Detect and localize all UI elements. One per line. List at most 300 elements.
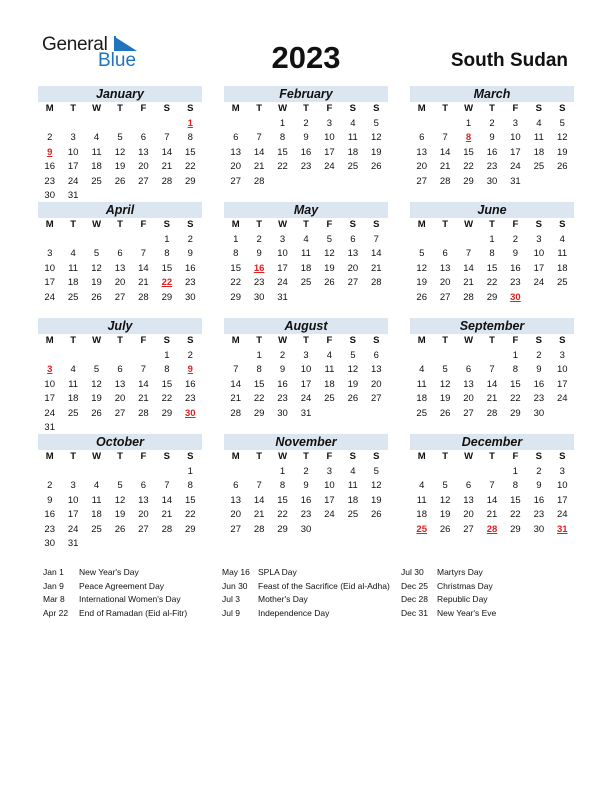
empty-cell <box>38 465 61 480</box>
day-cell: 22 <box>277 509 288 520</box>
weekday-label: M <box>417 103 426 114</box>
day-cell: 7 <box>465 248 472 259</box>
weekday-label: F <box>512 219 519 230</box>
day-cell: 16 <box>184 378 196 390</box>
day-cell: 13 <box>114 378 126 390</box>
month-header: June <box>410 202 574 218</box>
weekday-label: M <box>231 335 240 346</box>
holiday-date: Jul 9 <box>222 607 240 618</box>
weekday-label: S <box>535 335 543 346</box>
weekday-label: T <box>303 335 309 346</box>
day-cell: 20 <box>230 509 241 520</box>
day-cell: 7 <box>489 480 495 491</box>
day-cell: 5 <box>93 248 100 259</box>
day-cell: 28 <box>138 407 149 419</box>
day-cell: 16 <box>533 494 545 506</box>
month-january <box>38 86 202 204</box>
day-cell: 4 <box>93 480 100 491</box>
day-cell: 12 <box>439 494 451 506</box>
day-cell: 15 <box>253 378 265 390</box>
day-cell: 30 <box>300 523 312 535</box>
day-cell: 29 <box>161 291 173 303</box>
logo-blue-text: Blue <box>98 50 137 71</box>
day-cell: 21 <box>138 393 149 404</box>
weekday-label: W <box>278 219 288 230</box>
day-cell: 22 <box>486 277 498 288</box>
day-cell: 16 <box>277 378 288 390</box>
day-cell: 19 <box>439 393 451 404</box>
day-cell: 17 <box>324 146 335 158</box>
day-cell: 9 <box>256 248 262 259</box>
empty-cell <box>85 349 108 364</box>
day-cell: 6 <box>140 480 147 491</box>
day-cell: 18 <box>67 277 79 288</box>
day-cell: 28 <box>439 175 451 187</box>
weekday-label: T <box>256 219 263 230</box>
empty-cell <box>480 465 503 480</box>
day-cell: 10 <box>300 364 312 375</box>
day-cell: 21 <box>486 393 498 404</box>
day-cell: 5 <box>93 364 100 375</box>
day-cell: 14 <box>486 378 498 390</box>
day-cell: 26 <box>91 291 102 303</box>
day-cell: 1 <box>512 465 519 477</box>
weekday-label: S <box>163 335 171 346</box>
weekday-label: M <box>231 219 240 230</box>
weekday-label: M <box>231 103 240 114</box>
weekday-label: S <box>535 103 543 114</box>
weekday-label: W <box>92 451 102 462</box>
weekday-label: S <box>535 451 543 462</box>
day-cell: 19 <box>370 146 382 158</box>
day-cell: 26 <box>416 291 427 303</box>
day-cell: 31 <box>510 175 521 187</box>
day-cell: 24 <box>44 407 55 419</box>
day-cell: 3 <box>303 349 309 361</box>
day-cell: 2 <box>47 132 53 143</box>
weekday-label: F <box>512 103 519 114</box>
day-cell: 12 <box>114 146 126 158</box>
day-cell: 4 <box>70 248 76 259</box>
weekday-label: S <box>349 335 357 346</box>
day-cell: 24 <box>67 523 79 535</box>
empty-cell <box>108 117 131 132</box>
day-cell: 26 <box>114 523 126 535</box>
day-cell: 30 <box>486 175 498 187</box>
day-cell: 28 <box>463 291 474 303</box>
day-cell: 9 <box>187 248 193 259</box>
day-cell: 16 <box>486 146 498 158</box>
weekday-label: S <box>187 335 194 346</box>
day-cell: 6 <box>419 132 425 143</box>
day-cell: 21 <box>230 393 241 404</box>
day-cell: 14 <box>370 248 382 259</box>
empty-cell <box>410 349 433 364</box>
day-cell: 2 <box>303 465 309 477</box>
weekday-label: T <box>70 103 77 114</box>
day-cell: 4 <box>419 480 425 491</box>
legend-item <box>401 593 496 607</box>
day-cell: 7 <box>164 480 170 491</box>
legend-item <box>401 580 496 594</box>
weekday-label: F <box>140 335 147 346</box>
day-cell: 30 <box>44 538 55 549</box>
day-cell: 22 <box>253 393 265 404</box>
weekday-label: W <box>464 103 474 114</box>
day-cell: 26 <box>556 161 568 172</box>
weekday-label: S <box>559 451 566 462</box>
day-cell: 21 <box>370 262 382 274</box>
day-cell: 3 <box>559 465 565 477</box>
day-cell: 17 <box>510 146 521 158</box>
legend-item <box>401 607 496 621</box>
day-cell: 9 <box>536 364 542 375</box>
holiday-date: Apr 22 <box>43 607 69 618</box>
day-cell: 4 <box>70 364 76 375</box>
day-cell: 29 <box>161 407 173 419</box>
holiday-date: Dec 25 <box>401 580 428 591</box>
empty-cell <box>224 465 247 480</box>
day-cell: 25 <box>91 175 102 187</box>
day-cell: 29 <box>510 523 521 535</box>
holiday-date: Mar 8 <box>43 594 65 604</box>
day-cell: 22 <box>161 393 173 404</box>
day-cell: 17 <box>556 378 568 390</box>
empty-cell <box>224 349 247 364</box>
day-cell: 8 <box>512 364 519 375</box>
day-cell: 25 <box>533 161 545 172</box>
day-cell: 29 <box>230 291 241 303</box>
day-cell: 9 <box>303 132 309 143</box>
empty-cell <box>85 233 108 248</box>
weekday-label: S <box>349 451 357 462</box>
day-cell: 8 <box>489 248 495 259</box>
day-cell: 31 <box>67 190 79 201</box>
day-cell: 23 <box>44 523 55 535</box>
weekday-label: W <box>92 335 102 346</box>
day-cell: 8 <box>279 480 286 491</box>
empty-cell <box>61 349 84 364</box>
empty-cell <box>480 349 503 364</box>
weekday-label: T <box>70 335 77 346</box>
day-cell: 22 <box>184 509 196 520</box>
weekday-label: W <box>92 219 102 230</box>
month-april <box>38 202 202 305</box>
empty-cell <box>247 117 270 132</box>
day-cell: 20 <box>230 161 241 172</box>
day-cell: 27 <box>463 523 474 535</box>
day-cell: 2 <box>489 117 495 129</box>
day-cell: 23 <box>277 393 288 404</box>
day-cell: 6 <box>465 364 472 375</box>
holiday-name: International Women's Day <box>79 594 181 604</box>
day-cell: 17 <box>67 509 79 520</box>
holiday-day: 8 <box>465 132 472 143</box>
day-cell: 1 <box>164 233 170 245</box>
day-cell: 27 <box>138 175 149 187</box>
weekday-label: T <box>489 335 495 346</box>
weekday-label: W <box>464 335 474 346</box>
weekday-label: T <box>303 219 309 230</box>
day-cell: 28 <box>370 277 382 288</box>
day-cell: 3 <box>536 233 542 245</box>
day-cell: 29 <box>486 291 498 303</box>
day-cell: 24 <box>533 277 545 288</box>
day-cell: 8 <box>233 248 239 259</box>
day-cell: 24 <box>556 509 568 520</box>
day-cell: 3 <box>326 465 333 477</box>
day-cell: 13 <box>463 494 474 506</box>
weekday-label: S <box>349 219 357 230</box>
day-cell: 2 <box>536 349 542 361</box>
weekday-label: T <box>303 103 309 114</box>
day-cell: 10 <box>510 132 521 143</box>
day-cell: 27 <box>439 291 451 303</box>
day-cell: 19 <box>91 393 102 404</box>
day-grid <box>410 450 574 537</box>
empty-cell <box>61 465 84 480</box>
weekday-label: T <box>442 335 449 346</box>
weekday-label: S <box>559 219 566 230</box>
day-cell: 26 <box>439 523 451 535</box>
day-cell: 13 <box>138 494 149 506</box>
day-grid <box>38 102 202 204</box>
day-cell: 17 <box>533 262 545 274</box>
empty-cell <box>132 465 155 480</box>
weekday-label: T <box>117 103 123 114</box>
day-cell: 4 <box>93 132 100 143</box>
day-cell: 20 <box>416 161 427 172</box>
empty-cell <box>85 465 108 480</box>
day-cell: 14 <box>138 262 149 274</box>
day-cell: 23 <box>184 393 196 404</box>
weekday-label: M <box>45 103 54 114</box>
empty-cell <box>85 117 108 132</box>
day-cell: 3 <box>559 349 565 361</box>
empty-cell <box>132 117 155 132</box>
day-cell: 11 <box>416 494 427 506</box>
weekday-label: T <box>489 103 495 114</box>
day-cell: 6 <box>233 132 239 143</box>
month-march <box>410 86 574 189</box>
day-cell: 13 <box>230 146 241 158</box>
day-cell: 13 <box>114 262 126 274</box>
weekday-label: F <box>326 451 333 462</box>
empty-cell <box>61 117 84 132</box>
holiday-name: Peace Agreement Day <box>79 580 165 591</box>
day-cell: 13 <box>416 146 427 158</box>
day-cell: 29 <box>463 175 474 187</box>
empty-cell <box>61 233 84 248</box>
day-cell: 7 <box>373 233 379 245</box>
day-cell: 8 <box>512 480 519 491</box>
weekday-label: M <box>45 451 54 462</box>
weekday-label: T <box>256 335 263 346</box>
day-cell: 12 <box>439 378 451 390</box>
day-cell: 15 <box>184 146 196 158</box>
day-cell: 19 <box>370 494 382 506</box>
day-cell: 22 <box>184 161 196 172</box>
day-cell: 14 <box>161 146 173 158</box>
day-cell: 30 <box>277 407 288 419</box>
empty-cell <box>38 349 61 364</box>
holiday-name: New Year's Day <box>79 567 139 577</box>
day-cell: 5 <box>350 349 356 361</box>
day-cell: 10 <box>67 146 79 158</box>
day-cell: 27 <box>138 523 149 535</box>
holiday-day: 28 <box>486 523 498 535</box>
day-cell: 10 <box>277 248 288 259</box>
empty-cell <box>224 117 247 132</box>
day-cell: 6 <box>373 349 379 361</box>
day-cell: 18 <box>91 161 102 172</box>
day-cell: 24 <box>556 393 568 404</box>
day-cell: 28 <box>161 175 173 187</box>
day-cell: 1 <box>256 349 262 361</box>
day-cell: 4 <box>350 117 356 129</box>
logo-general-text: General <box>42 34 108 55</box>
day-cell: 12 <box>370 132 382 143</box>
day-cell: 21 <box>253 161 265 172</box>
day-cell: 1 <box>512 349 519 361</box>
day-cell: 17 <box>324 494 335 506</box>
legend-item <box>222 566 390 580</box>
day-cell: 19 <box>91 277 102 288</box>
day-cell: 8 <box>256 364 262 375</box>
day-cell: 17 <box>556 494 568 506</box>
day-cell: 12 <box>324 248 335 259</box>
holiday-name: Independence Day <box>258 607 330 618</box>
weekday-label: M <box>417 219 426 230</box>
month-header: February <box>224 86 388 102</box>
day-cell: 29 <box>277 523 288 535</box>
day-cell: 6 <box>117 248 123 259</box>
day-cell: 1 <box>187 465 193 477</box>
day-cell: 11 <box>68 262 79 274</box>
day-cell: 10 <box>44 262 55 274</box>
holiday-day: 31 <box>556 523 568 535</box>
weekday-label: S <box>187 103 194 114</box>
day-cell: 23 <box>184 277 196 288</box>
day-cell: 15 <box>510 378 521 390</box>
weekday-label: T <box>256 103 263 114</box>
day-cell: 21 <box>486 509 498 520</box>
weekday-label: T <box>117 451 123 462</box>
holiday-name: SPLA Day <box>258 567 297 577</box>
day-cell: 1 <box>489 233 495 245</box>
holiday-name: Christmas Day <box>437 580 493 591</box>
day-cell: 25 <box>67 407 79 419</box>
day-cell: 15 <box>184 494 196 506</box>
day-cell: 5 <box>373 117 379 129</box>
weekday-label: T <box>256 451 263 462</box>
month-may <box>224 202 388 305</box>
day-grid <box>224 102 388 189</box>
day-cell: 28 <box>138 291 149 303</box>
day-cell: 6 <box>465 480 472 491</box>
day-cell: 1 <box>465 117 472 129</box>
day-cell: 23 <box>486 161 498 172</box>
empty-cell <box>457 349 480 364</box>
day-cell: 30 <box>44 190 55 201</box>
day-cell: 5 <box>326 233 333 245</box>
day-cell: 8 <box>187 132 193 143</box>
holiday-day: 22 <box>161 277 173 288</box>
day-cell: 11 <box>416 378 427 390</box>
day-cell: 28 <box>161 523 173 535</box>
day-cell: 8 <box>164 364 170 375</box>
day-cell: 30 <box>184 291 196 303</box>
holiday-day: 30 <box>184 407 196 419</box>
day-cell: 17 <box>300 378 312 390</box>
day-cell: 14 <box>230 378 241 390</box>
day-cell: 13 <box>439 262 451 274</box>
day-cell: 20 <box>370 378 382 390</box>
holiday-date: Dec 31 <box>401 607 428 618</box>
legend-column <box>222 566 390 620</box>
holiday-name: Republic Day <box>437 594 488 604</box>
day-grid <box>224 450 388 537</box>
day-cell: 18 <box>300 262 312 274</box>
day-cell: 26 <box>347 393 359 404</box>
day-cell: 2 <box>536 465 542 477</box>
day-cell: 2 <box>256 233 262 245</box>
day-cell: 19 <box>114 161 126 172</box>
day-cell: 16 <box>300 494 312 506</box>
day-cell: 20 <box>463 509 474 520</box>
day-cell: 13 <box>370 364 382 375</box>
legend-column <box>401 566 496 620</box>
day-cell: 16 <box>300 146 312 158</box>
legend-item <box>222 580 390 594</box>
weekday-label: S <box>163 451 171 462</box>
day-cell: 15 <box>277 146 288 158</box>
day-cell: 27 <box>416 175 427 187</box>
day-cell: 27 <box>114 291 126 303</box>
day-cell: 13 <box>347 248 359 259</box>
day-cell: 10 <box>324 480 335 491</box>
day-cell: 1 <box>279 117 286 129</box>
weekday-label: F <box>140 451 147 462</box>
weekday-label: M <box>417 451 426 462</box>
holiday-day: 9 <box>47 146 53 158</box>
holiday-name: Martyrs Day <box>437 567 483 577</box>
day-cell: 14 <box>161 494 173 506</box>
weekday-label: S <box>349 103 357 114</box>
day-cell: 5 <box>442 364 448 375</box>
day-cell: 30 <box>533 523 545 535</box>
day-cell: 20 <box>114 277 126 288</box>
legend-item <box>222 593 390 607</box>
day-cell: 14 <box>439 146 451 158</box>
weekday-label: T <box>70 219 77 230</box>
day-cell: 19 <box>114 509 126 520</box>
day-cell: 26 <box>91 407 102 419</box>
weekday-label: F <box>512 451 519 462</box>
day-cell: 25 <box>67 291 79 303</box>
day-cell: 3 <box>279 233 286 245</box>
month-december <box>410 434 574 537</box>
day-cell: 23 <box>300 509 312 520</box>
day-cell: 26 <box>370 161 382 172</box>
day-cell: 10 <box>533 248 545 259</box>
day-cell: 2 <box>512 233 519 245</box>
month-header: May <box>224 202 388 218</box>
day-grid <box>410 102 574 189</box>
month-header: December <box>410 434 574 450</box>
day-cell: 14 <box>486 494 498 506</box>
empty-cell <box>410 233 433 248</box>
